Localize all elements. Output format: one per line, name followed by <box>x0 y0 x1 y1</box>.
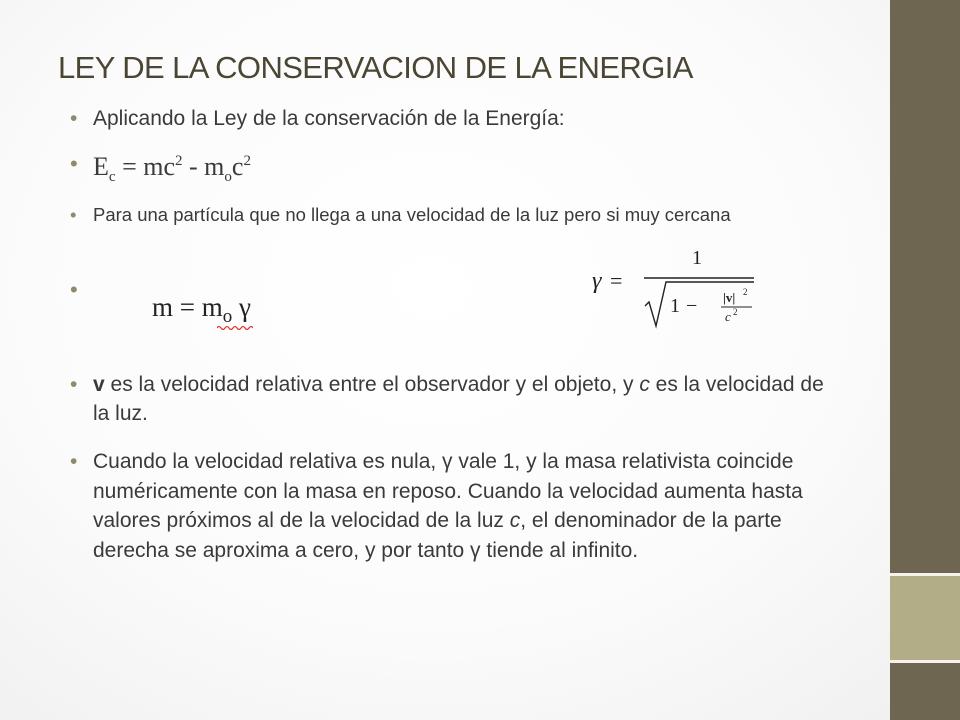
bullet-dot: • <box>70 373 78 396</box>
bullet-dot: • <box>70 151 78 176</box>
bullet-item-energy-formula <box>70 151 840 185</box>
svg-text:−: − <box>686 295 698 317</box>
sidebar-accent-block <box>890 576 960 660</box>
bullet-dot: • <box>70 277 78 302</box>
accent-divider-top <box>890 573 960 576</box>
svg-text:=: = <box>610 268 623 293</box>
bullet-text: v es la velocidad relativa entre el observador y el objeto, y c es la velocidad de la luz. <box>93 373 824 425</box>
bullet-text: Cuando la velocidad relativa es nula, γ vale 1, y la masa relativista coincide numéricamente con la masa en reposo. Cuando la velocidad aumenta hasta valores próximos al de la velocidad de la luz c, el denominador de la parte derecha se aproxima a cero, y por tanto γ tiende al infinito. <box>93 450 803 562</box>
bullet-item-intro <box>70 107 840 131</box>
relativistic-mass-formula: $m = m_o$ γ <box>152 292 251 323</box>
bullet-text: Para una partícula que no llega a una velocidad de la luz pero si muy cercana <box>93 204 731 225</box>
bullet-dot: • <box>70 450 78 473</box>
svg-text:2: 2 <box>733 307 738 317</box>
bullet-item-particle <box>70 203 840 227</box>
svg-text:2: 2 <box>743 287 748 297</box>
spellcheck-underline <box>217 325 253 330</box>
svg-text:c: c <box>725 309 731 324</box>
bullet-text: Aplicando la Ley de la conservación de la Energía: <box>93 107 565 130</box>
kinetic-energy-formula: $E_c = mc^2 - m_oc^2$ <box>93 152 251 185</box>
svg-text:1: 1 <box>670 295 680 317</box>
svg-text:γ: γ <box>592 268 602 294</box>
svg-text:1: 1 <box>692 247 702 269</box>
bullet-item-velocity <box>70 370 840 428</box>
bullet-dot: • <box>70 204 77 225</box>
slide-title: LEY DE LA CONSERVACION DE LA ENERGIA <box>58 50 693 85</box>
svg-text:|v|: |v| <box>723 290 736 305</box>
accent-divider-bottom <box>890 660 960 663</box>
lorentz-factor-formula <box>592 240 757 330</box>
bullet-dot: • <box>70 107 78 130</box>
bullet-item-explanation <box>70 447 840 565</box>
